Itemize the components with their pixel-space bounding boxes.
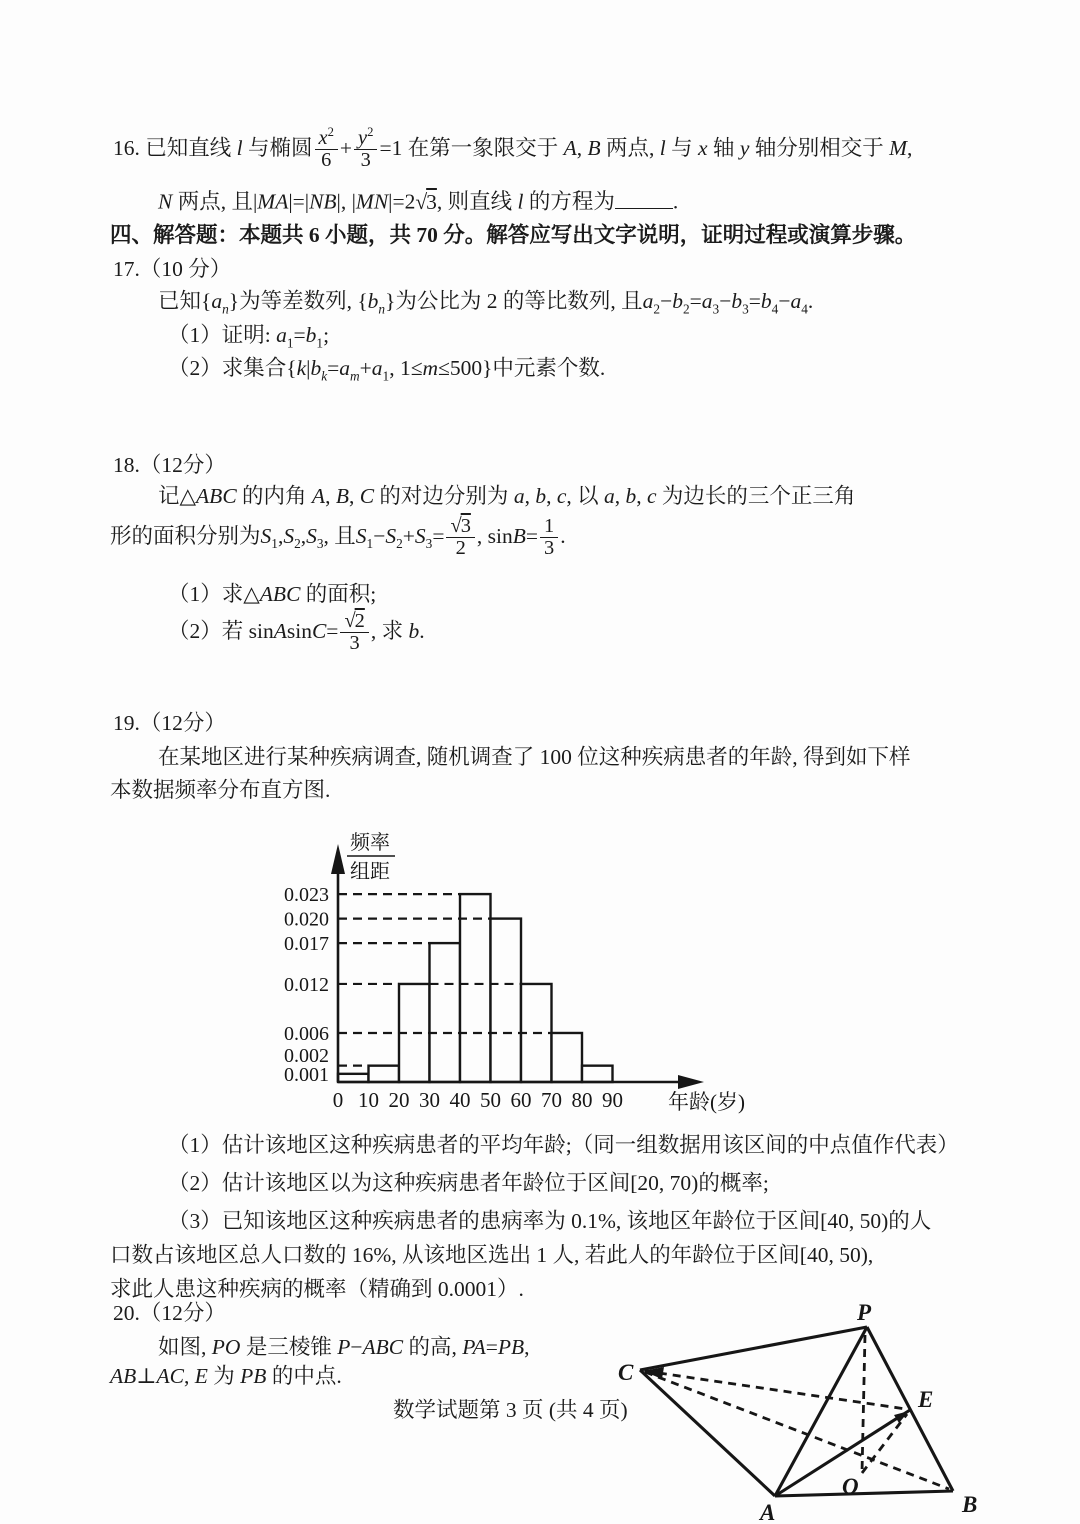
x-axis-arrow-icon bbox=[678, 1075, 704, 1089]
x-tick-label: 50 bbox=[480, 1088, 501, 1112]
q18-part1: （1）求△ABC 的面积; bbox=[168, 582, 377, 606]
histogram-bar bbox=[369, 1066, 400, 1082]
vertex-label-B: B bbox=[962, 1492, 978, 1517]
x-tick-label: 90 bbox=[602, 1088, 623, 1112]
frequency-histogram bbox=[280, 830, 780, 1130]
y-tick-label: 0.002 bbox=[284, 1044, 329, 1067]
q19-part3-line2: 口数占该地区总人口数的 16%, 从该地区选出 1 人, 若此人的年龄位于区间[40, 50), bbox=[110, 1243, 874, 1267]
vertex-label-C: C bbox=[618, 1360, 634, 1385]
hidden-edges bbox=[645, 1335, 949, 1489]
q17-part1: （1）证明: $a_1=b_1$; bbox=[168, 323, 330, 351]
arrowhead-at-E bbox=[894, 1411, 909, 1423]
vertex-label-O: O bbox=[842, 1474, 859, 1499]
y-tick-label: 0.001 bbox=[284, 1063, 329, 1086]
q20-heading: 20.（12分） bbox=[113, 1301, 226, 1325]
q19-intro-line1: 在某地区进行某种疾病调查, 随机调查了 100 位这种疾病患者的年龄, 得到如下样 bbox=[158, 745, 911, 769]
y-tick-label: 0.017 bbox=[284, 933, 329, 956]
q18-line2: 形的面积分别为$S_1,S_2,S_3$, 且$S_1-S_2+S_3=$ √ $\frac{3}{2}$ , sinB= $\frac{1}{3}$ . bbox=[110, 516, 566, 560]
x-axis-title: 年龄(岁) bbox=[668, 1090, 745, 1114]
q20-line1: 如图, PO 是三棱锥 P−ABC 的高, PA=PB, bbox=[158, 1335, 530, 1359]
section-4-header: 四、解答题：本题共 6 小题，共 70 分。解答应写出文字说明，证明过程或演算步骤。 bbox=[110, 223, 917, 247]
histogram-bar bbox=[582, 1066, 613, 1082]
x-tick-label: 10 bbox=[358, 1088, 379, 1112]
q17-body: 已知$\{a_n\}$为等差数列, $\{b_n\}$为公比为 2 的等比数列, 且$a_2-b_2=a_3-b_3=b_4-a_4$. bbox=[158, 289, 814, 317]
tetrahedron-figure bbox=[615, 1290, 1015, 1524]
q18-part2: （2）若 sinAsinC= √ $\frac{2}{3}$ , 求 b. bbox=[168, 611, 425, 655]
q19-part3-line1: （3）已知该地区这种疾病患者的患病率为 0.1%, 该地区年龄位于区间[40, 50)的人 bbox=[168, 1209, 932, 1233]
x-tick-label: 70 bbox=[541, 1088, 562, 1112]
q18-line1: 记△ABC 的内角 A, B, C 的对边分别为 a, b, c, 以 a, b, c 为边长的三个正三角 bbox=[158, 484, 856, 508]
x-tick-label: 40 bbox=[449, 1088, 471, 1112]
x-tick-label: 60 bbox=[510, 1088, 532, 1112]
q19-part2: （2）估计该地区以为这种疾病患者年龄位于区间[20, 70)的概率; bbox=[168, 1171, 769, 1195]
q16-line2: N 两点, 且|MA|=|NB|, |MN|=2 √ 3, 则直线 l 的方程为 . bbox=[158, 185, 678, 215]
y-axis-title-numerator: 频率 bbox=[350, 832, 390, 854]
q17-part2: （2）求集合{$k|b_k=a_m+a_1$, 1≤m≤500}中元素个数. bbox=[168, 356, 606, 384]
y-tick-label: 0.023 bbox=[284, 884, 329, 907]
y-axis-arrow-icon bbox=[331, 844, 345, 874]
q18-heading: 18.（12分） bbox=[113, 453, 226, 477]
vertex-label-A: A bbox=[760, 1500, 776, 1524]
x-tick-label: 0 bbox=[332, 1088, 344, 1112]
visible-edges bbox=[640, 1327, 953, 1496]
y-axis-title-denominator: 组距 bbox=[350, 861, 390, 883]
y-tick-label: 0.012 bbox=[284, 973, 329, 996]
q19-part1: （1）估计该地区这种疾病患者的平均年龄;（同一组数据用该区间的中点值作代表） bbox=[168, 1133, 959, 1157]
q19-heading: 19.（12分） bbox=[113, 711, 226, 735]
x-tick-label: 30 bbox=[419, 1088, 440, 1112]
histogram-bar bbox=[552, 1033, 583, 1082]
q17-heading: 17.（10 分） bbox=[113, 257, 232, 281]
x-tick-label: 20 bbox=[388, 1088, 410, 1112]
vertex-label-E: E bbox=[918, 1387, 934, 1412]
y-tick-label: 0.020 bbox=[284, 908, 329, 931]
y-tick-label: 0.006 bbox=[284, 1022, 329, 1045]
q20-line2: AB⊥AC, E 为 PB 的中点. bbox=[110, 1364, 342, 1388]
q19-part3-line3: 求此人患这种疾病的概率（精确到 0.0001）. bbox=[110, 1277, 524, 1301]
x-tick-label: 80 bbox=[571, 1088, 593, 1112]
vertex-label-P: P bbox=[857, 1300, 872, 1325]
q16-line1: 16. 已知直线 l 与椭圆 $\frac{x^2}{6}$ + $\frac{y^2}{3}$ =1 在第一象限交于 A, B 两点, l 与 x 轴 y 轴分别相交于 M, bbox=[113, 125, 913, 172]
page-footer: 数学试题第 3 页 (共 4 页) bbox=[393, 1398, 628, 1422]
histogram-bar bbox=[430, 943, 461, 1082]
histogram-bar bbox=[460, 894, 491, 1082]
q19-intro-line2: 本数据频率分布直方图. bbox=[110, 778, 331, 802]
histogram-bar bbox=[491, 919, 522, 1082]
